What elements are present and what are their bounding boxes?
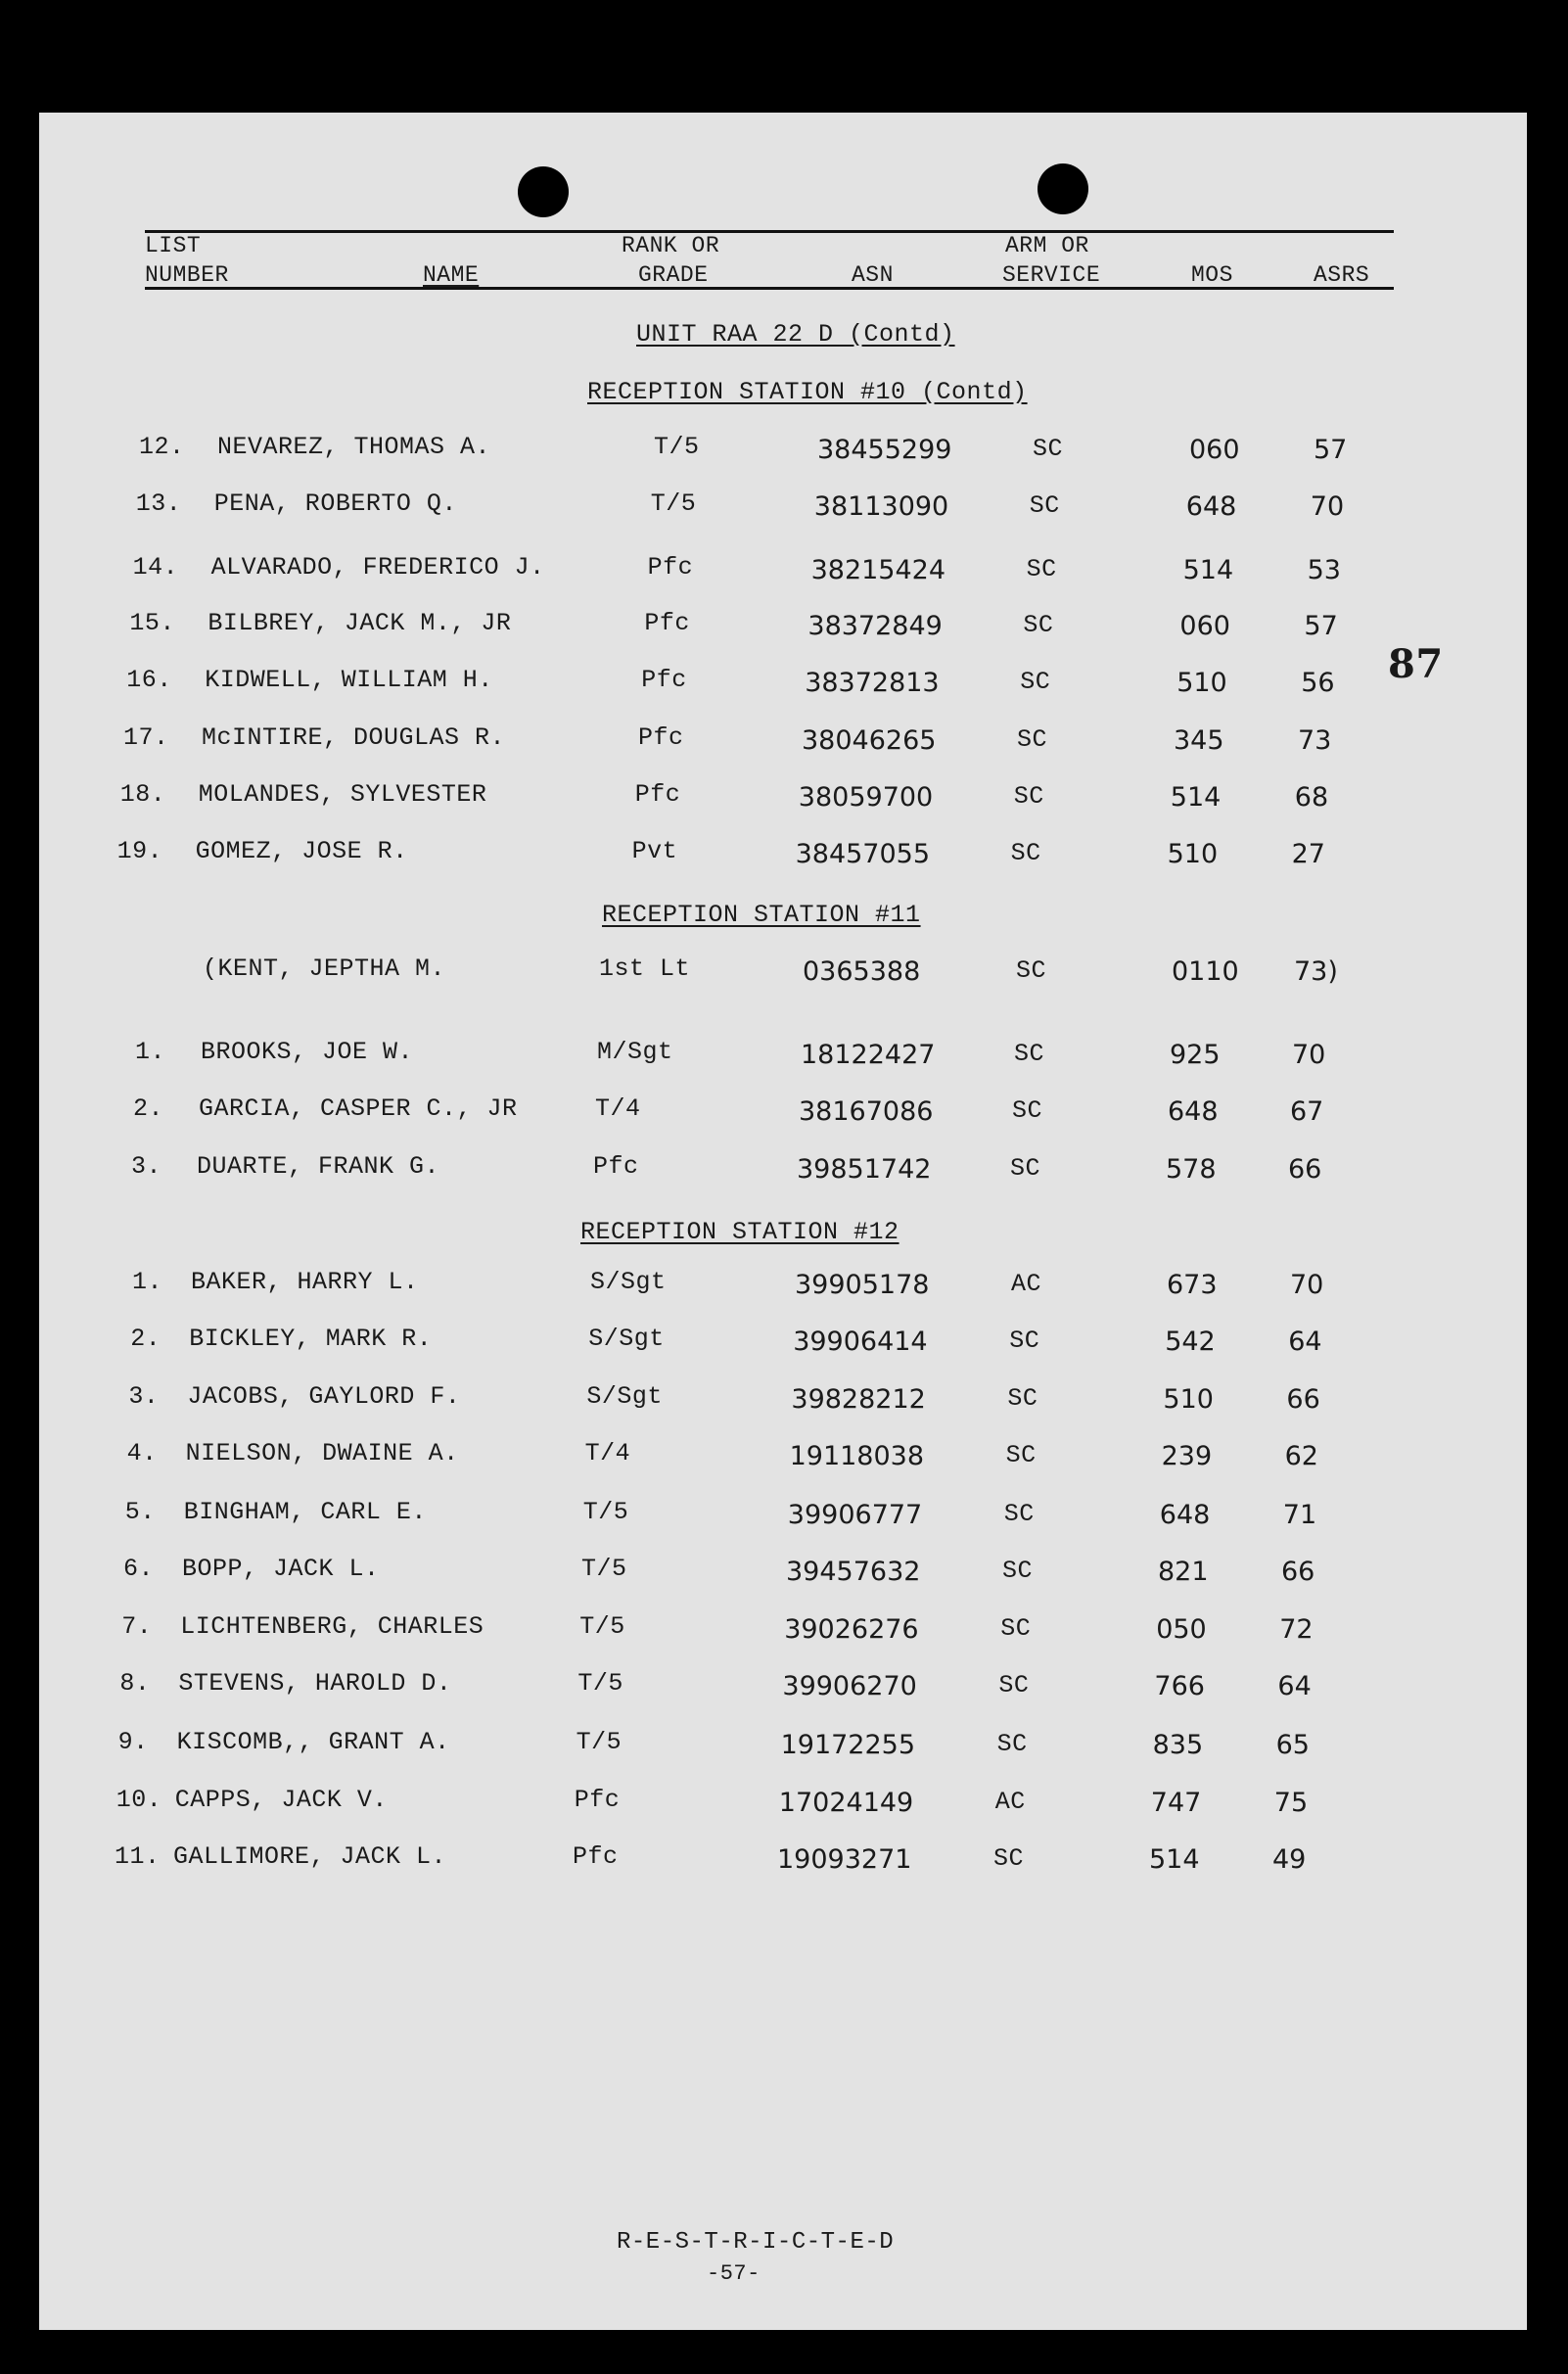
list-number-cell: 10. — [115, 1786, 162, 1814]
arm-service-cell: SC — [1010, 839, 1041, 867]
rank-cell: Pfc — [634, 780, 681, 809]
asrs-cell: 64 — [1277, 1671, 1312, 1701]
mos-cell: 648 — [1185, 491, 1237, 522]
arm-service-cell: SC — [1016, 956, 1047, 985]
mos-cell: 0110 — [1172, 956, 1239, 987]
section-title: RECEPTION STATION #11 — [602, 901, 921, 929]
name-cell: CAPPS, JACK V. — [174, 1786, 388, 1814]
mos-cell: 578 — [1166, 1154, 1217, 1185]
arm-service-cell: SC — [1003, 1500, 1035, 1528]
rank-cell: Pfc — [574, 1786, 621, 1814]
asrs-cell: 49 — [1272, 1844, 1307, 1875]
asn-cell: 39828212 — [791, 1384, 926, 1415]
arm-service-cell: SC — [1000, 1614, 1032, 1643]
asrs-cell: 27 — [1291, 839, 1325, 869]
asn-cell: 39026276 — [784, 1614, 919, 1645]
list-number-cell: 1. — [132, 1268, 163, 1296]
name-cell: BINGHAM, CARL E. — [183, 1498, 427, 1526]
asn-cell: 38457055 — [795, 839, 931, 869]
list-number-cell: 2. — [130, 1325, 161, 1353]
list-number-cell: 1. — [135, 1038, 166, 1066]
name-cell: BICKLEY, MARK R. — [189, 1325, 433, 1353]
list-number-cell: 18. — [119, 780, 166, 809]
mos-cell: 510 — [1163, 1384, 1214, 1415]
page-number: -57- — [707, 2261, 761, 2286]
name-cell: (KENT, JEPTHA M. — [203, 954, 446, 983]
asn-cell: 38215424 — [810, 555, 946, 585]
list-number-cell: 19. — [116, 837, 163, 865]
arm-service-cell: SC — [1002, 1557, 1034, 1585]
margin-number: 87 — [1388, 641, 1444, 687]
asrs-cell: 70 — [1292, 1040, 1326, 1070]
arm-service-cell: SC — [1013, 782, 1044, 811]
asn-cell: 19093271 — [777, 1844, 912, 1875]
asrs-cell: 56 — [1301, 668, 1335, 698]
name-cell: STEVENS, HAROLD D. — [178, 1669, 452, 1698]
list-number-cell: 15. — [129, 609, 175, 637]
header-name: NAME — [423, 262, 480, 288]
mos-cell: 835 — [1152, 1730, 1204, 1760]
list-number-cell: 2. — [133, 1094, 164, 1123]
mos-cell: 514 — [1182, 555, 1234, 585]
arm-service-cell: SC — [1005, 1441, 1037, 1469]
rank-cell: T/4 — [584, 1439, 631, 1467]
arm-service-cell: SC — [1009, 1327, 1040, 1355]
rank-cell: T/4 — [595, 1094, 641, 1123]
asn-cell: 39906777 — [787, 1500, 923, 1530]
rank-cell: Pfc — [638, 723, 684, 752]
rank-cell: Pvt — [631, 837, 678, 865]
name-cell: BOPP, JACK L. — [182, 1555, 380, 1583]
asn-cell: 19118038 — [789, 1441, 925, 1471]
mos-cell: 060 — [1179, 611, 1230, 641]
name-cell: BROOKS, JOE W. — [201, 1038, 414, 1066]
arm-service-cell: SC — [998, 1671, 1030, 1699]
rank-cell: M/Sgt — [597, 1038, 673, 1066]
asrs-cell: 65 — [1275, 1730, 1310, 1760]
header-rank-line2: GRADE — [638, 262, 709, 288]
arm-service-cell: SC — [1012, 1096, 1043, 1125]
name-cell: KIDWELL, WILLIAM H. — [205, 666, 493, 694]
asn-cell: 38372813 — [805, 668, 940, 698]
arm-service-cell: SC — [993, 1844, 1025, 1873]
asrs-cell: 64 — [1288, 1327, 1322, 1357]
rank-cell: T/5 — [579, 1612, 625, 1641]
asn-cell: 39457632 — [786, 1557, 921, 1587]
mos-cell: 510 — [1167, 839, 1219, 869]
header-top-rule — [145, 230, 1394, 233]
asrs-cell: 66 — [1288, 1154, 1322, 1185]
rank-cell: S/Sgt — [588, 1325, 665, 1353]
asrs-cell: 68 — [1294, 782, 1329, 813]
list-number-cell: 13. — [135, 489, 182, 518]
name-cell: LICHTENBERG, CHARLES — [180, 1612, 484, 1641]
header-asrs: ASRS — [1314, 262, 1370, 288]
asrs-cell: 67 — [1290, 1096, 1324, 1127]
name-cell: DUARTE, FRANK G. — [197, 1152, 440, 1181]
asrs-cell: 66 — [1286, 1384, 1320, 1415]
header-asn: ASN — [852, 262, 894, 288]
list-number-cell: 17. — [123, 723, 169, 752]
section-title: RECEPTION STATION #10 (Contd) — [587, 378, 1028, 406]
punch-hole — [1038, 163, 1088, 214]
rank-cell: T/5 — [577, 1669, 623, 1698]
asrs-cell: 73) — [1294, 956, 1338, 987]
rank-cell: T/5 — [654, 433, 700, 461]
mos-cell: 747 — [1150, 1788, 1202, 1818]
arm-service-cell: SC — [1014, 1040, 1045, 1068]
header-arm-line2: SERVICE — [1002, 262, 1101, 288]
mos-cell: 510 — [1176, 668, 1227, 698]
list-number-cell: 12. — [139, 433, 185, 461]
header-arm-line1: ARM OR — [1005, 233, 1089, 258]
list-number-cell: 5. — [124, 1498, 156, 1526]
name-cell: GOMEZ, JOSE R. — [195, 837, 408, 865]
classification-footer: R-E-S-T-R-I-C-T-E-D — [617, 2229, 895, 2256]
section-title: RECEPTION STATION #12 — [580, 1218, 899, 1246]
arm-service-cell: SC — [1029, 491, 1060, 520]
asrs-cell: 73 — [1298, 725, 1332, 756]
asrs-cell: 75 — [1273, 1788, 1309, 1818]
asn-cell: 0365388 — [803, 956, 921, 987]
mos-cell: 345 — [1174, 725, 1224, 756]
mos-cell: 821 — [1158, 1557, 1209, 1587]
name-cell: ALVARADO, FREDERICO J. — [210, 553, 545, 582]
asn-cell: 38059700 — [798, 782, 934, 813]
name-cell: KISCOMB,, GRANT A. — [176, 1728, 450, 1756]
asrs-cell: 66 — [1281, 1557, 1315, 1587]
mos-cell: 514 — [1170, 782, 1222, 813]
rank-cell: S/Sgt — [590, 1268, 667, 1296]
mos-cell: 766 — [1154, 1671, 1205, 1701]
mos-cell: 050 — [1156, 1614, 1207, 1645]
arm-service-cell: SC — [1010, 1154, 1041, 1183]
asrs-cell: 57 — [1304, 611, 1338, 641]
rank-cell: Pfc — [644, 609, 690, 637]
asn-cell: 39905178 — [795, 1270, 930, 1300]
asrs-cell: 72 — [1279, 1614, 1314, 1645]
asn-cell: 38046265 — [802, 725, 937, 756]
arm-service-cell: SC — [1007, 1384, 1038, 1413]
name-cell: NIELSON, DWAINE A. — [185, 1439, 459, 1467]
rank-cell: T/5 — [576, 1728, 623, 1756]
name-cell: McINTIRE, DOUGLAS R. — [202, 723, 506, 752]
list-number-cell: 11. — [115, 1842, 161, 1871]
name-cell: BILBREY, JACK M., JR — [208, 609, 512, 637]
list-number-cell: 6. — [123, 1555, 155, 1583]
list-number-cell: 3. — [131, 1152, 162, 1181]
arm-service-cell: SC — [1020, 668, 1051, 696]
list-number-cell: 3. — [128, 1382, 160, 1411]
list-number-cell: 9. — [117, 1728, 149, 1756]
punch-hole — [518, 166, 569, 217]
asrs-cell: 71 — [1282, 1500, 1317, 1530]
asn-cell: 38372849 — [807, 611, 943, 641]
header-rank-line1: RANK OR — [622, 233, 720, 258]
list-number-cell: 16. — [126, 666, 172, 694]
mos-cell: 648 — [1168, 1096, 1219, 1127]
arm-service-cell: SC — [1023, 611, 1054, 639]
asn-cell: 38167086 — [799, 1096, 934, 1127]
rank-cell: Pfc — [573, 1842, 619, 1871]
asn-cell: 17024149 — [778, 1788, 914, 1818]
name-cell: BAKER, HARRY L. — [191, 1268, 419, 1296]
rank-cell: Pfc — [641, 666, 687, 694]
header-list-number-line1: LIST — [145, 233, 202, 258]
name-cell: GALLIMORE, JACK L. — [173, 1842, 447, 1871]
rank-cell: T/5 — [581, 1555, 627, 1583]
mos-cell: 673 — [1167, 1270, 1218, 1300]
asn-cell: 39906270 — [782, 1671, 917, 1701]
mos-cell: 925 — [1170, 1040, 1221, 1070]
mos-cell: 542 — [1165, 1327, 1216, 1357]
name-cell: GARCIA, CASPER C., JR — [199, 1094, 518, 1123]
asrs-cell: 70 — [1310, 491, 1345, 522]
list-number-cell: 14. — [132, 553, 179, 582]
asrs-cell: 53 — [1307, 555, 1341, 585]
arm-service-cell: AC — [1011, 1270, 1042, 1298]
rank-cell: 1st Lt — [599, 954, 691, 983]
mos-cell: 514 — [1149, 1844, 1200, 1875]
header-list-number-line2: NUMBER — [145, 262, 229, 288]
asn-cell: 39906414 — [793, 1327, 928, 1357]
rank-cell: T/5 — [650, 489, 697, 518]
list-number-cell: 4. — [126, 1439, 158, 1467]
name-cell: JACOBS, GAYLORD F. — [187, 1382, 461, 1411]
header-mos: MOS — [1191, 262, 1233, 288]
name-cell: MOLANDES, SYLVESTER — [198, 780, 487, 809]
asn-cell: 38455299 — [817, 435, 952, 465]
mos-cell: 060 — [1189, 435, 1240, 465]
mos-cell: 239 — [1161, 1441, 1213, 1471]
rank-cell: Pfc — [647, 553, 694, 582]
arm-service-cell: AC — [994, 1788, 1026, 1816]
rank-cell: T/5 — [582, 1498, 629, 1526]
asrs-cell: 70 — [1290, 1270, 1324, 1300]
arm-service-cell: SC — [996, 1730, 1028, 1758]
mos-cell: 648 — [1159, 1500, 1211, 1530]
asn-cell: 38113090 — [813, 491, 949, 522]
arm-service-cell: SC — [1026, 555, 1057, 583]
rank-cell: Pfc — [593, 1152, 639, 1181]
asrs-cell: 62 — [1284, 1441, 1318, 1471]
asrs-cell: 57 — [1314, 435, 1348, 465]
arm-service-cell: SC — [1033, 435, 1064, 463]
asn-cell: 18122427 — [801, 1040, 936, 1070]
list-number-cell: 7. — [121, 1612, 153, 1641]
unit-title: UNIT RAA 22 D (Contd) — [636, 320, 955, 349]
name-cell: NEVAREZ, THOMAS A. — [217, 433, 491, 461]
rank-cell: S/Sgt — [586, 1382, 663, 1411]
asn-cell: 39851742 — [797, 1154, 932, 1185]
asn-cell: 19172255 — [780, 1730, 916, 1760]
list-number-cell: 8. — [119, 1669, 151, 1698]
name-cell: PENA, ROBERTO Q. — [213, 489, 457, 518]
arm-service-cell: SC — [1017, 725, 1048, 754]
